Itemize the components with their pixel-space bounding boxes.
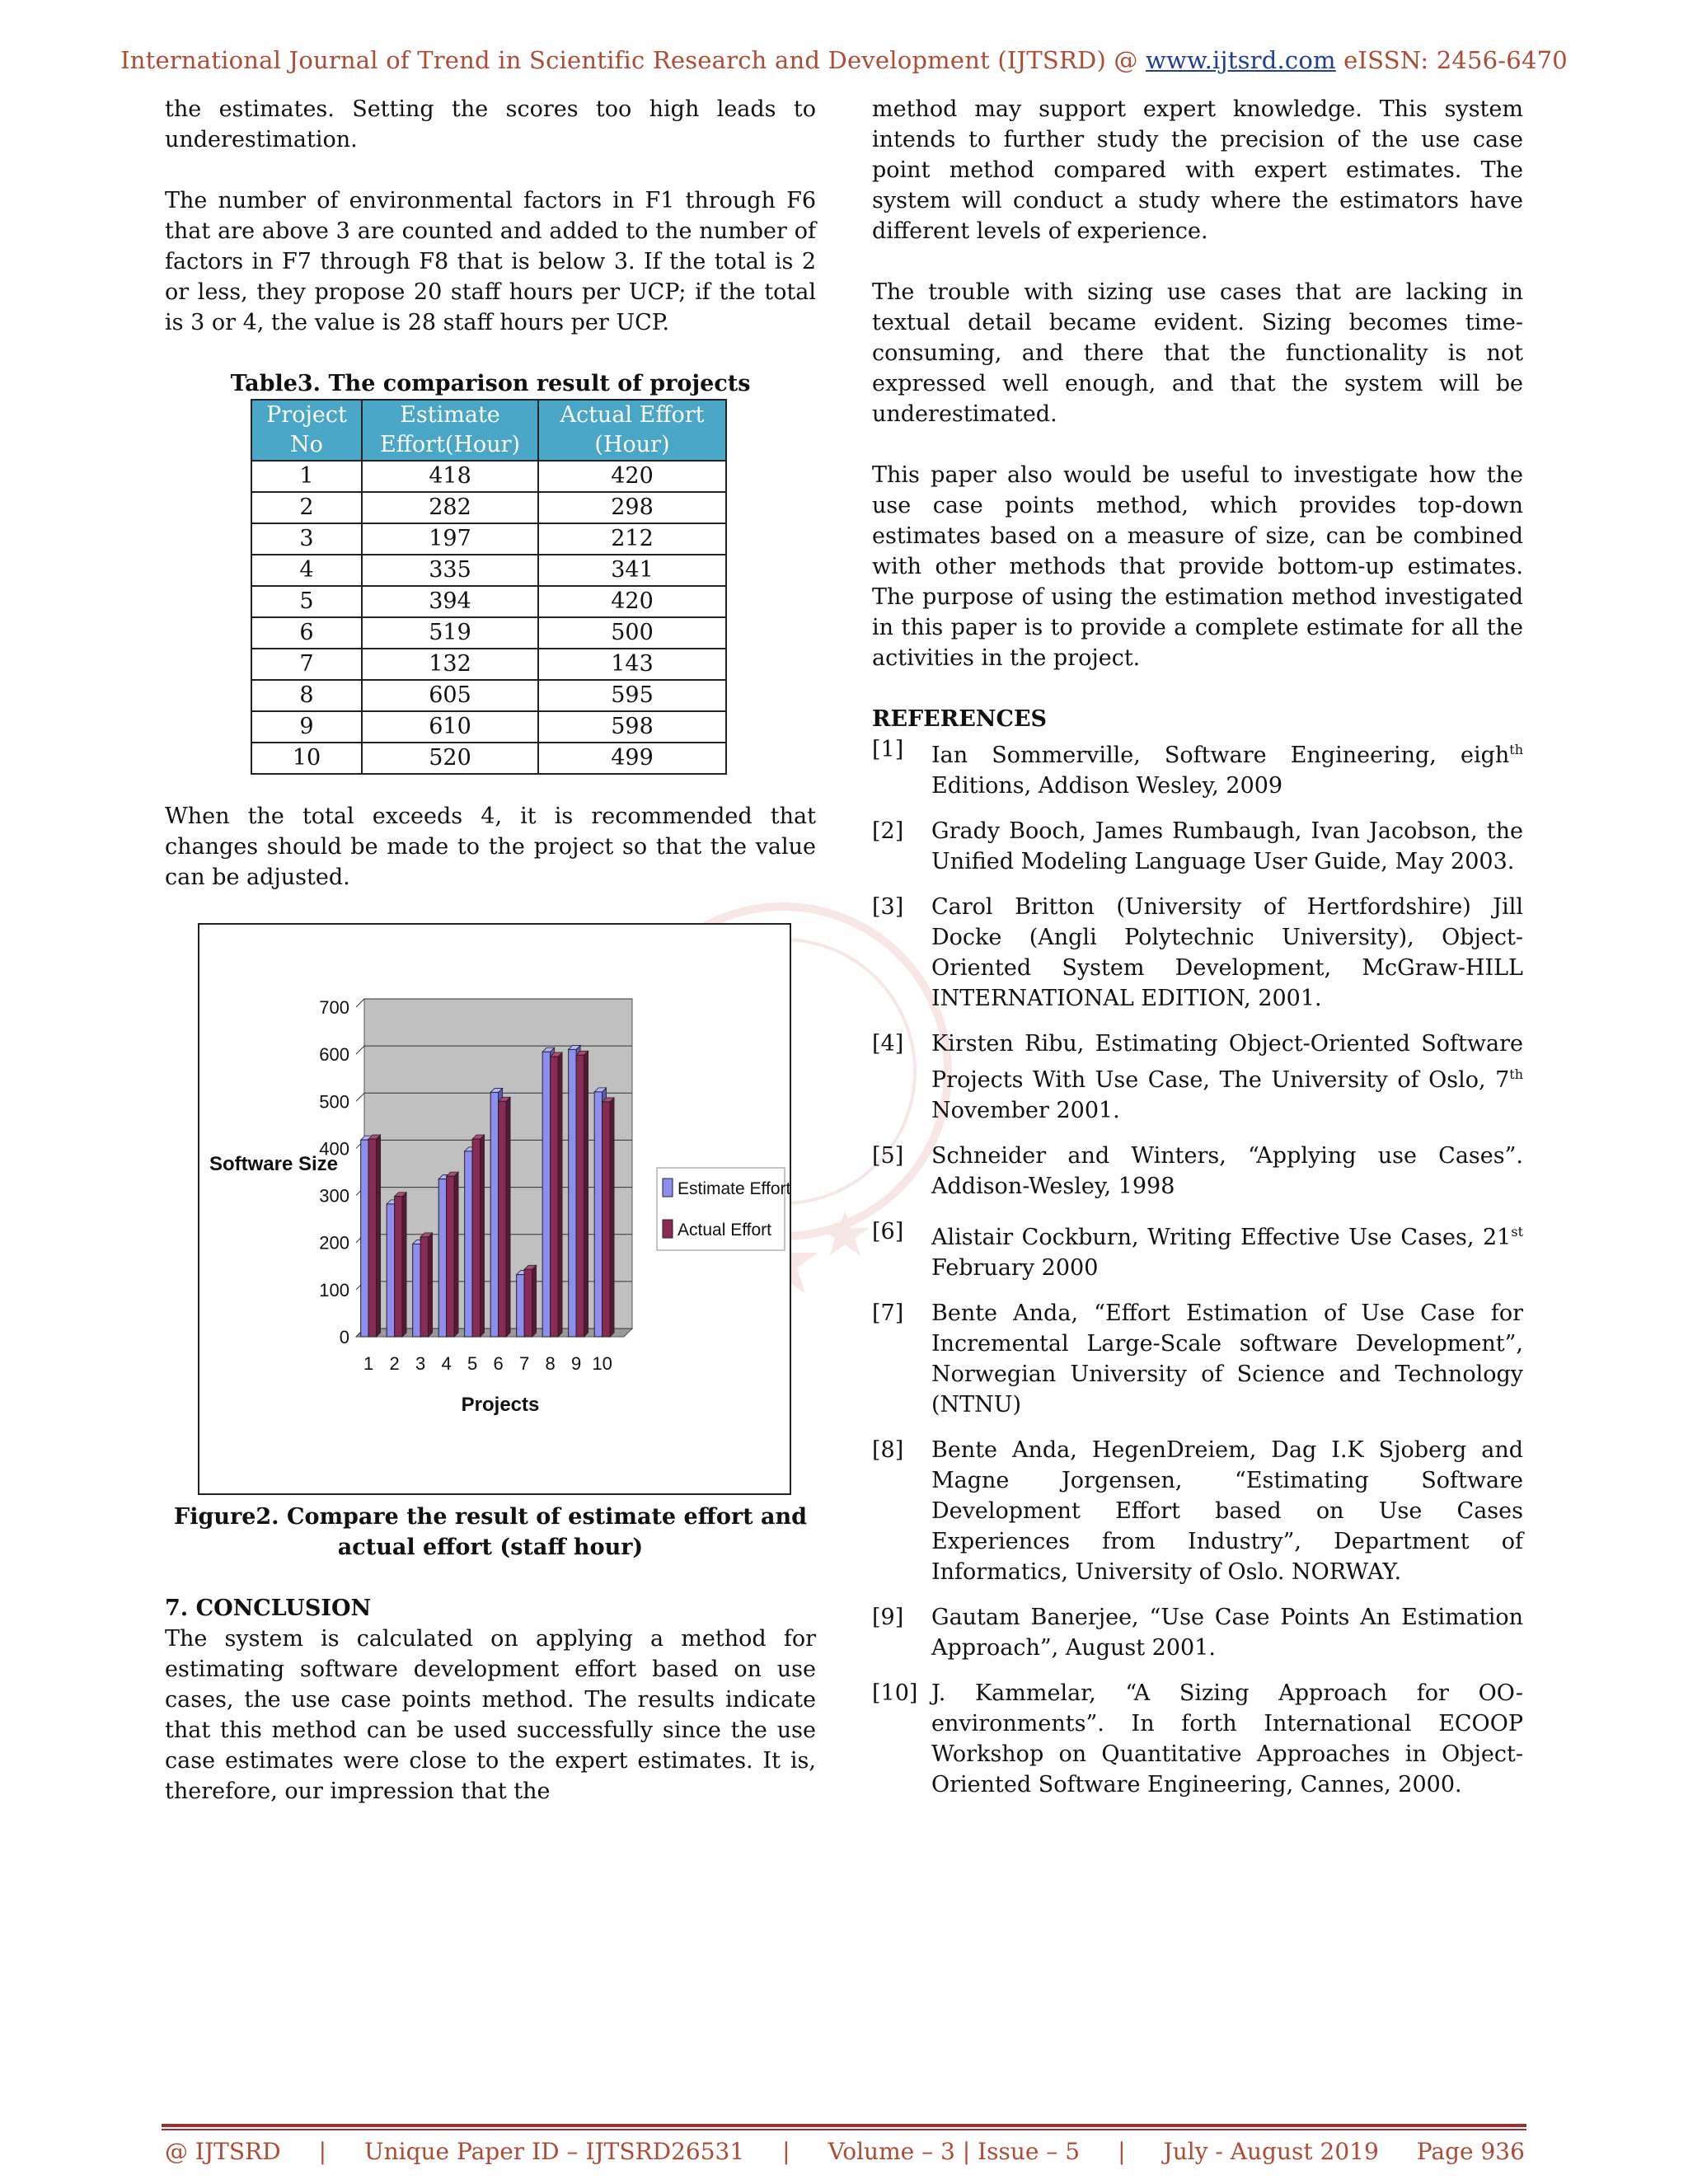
reference-item bbox=[872, 1029, 1523, 1126]
table-cell: 605 bbox=[362, 680, 538, 711]
table-cell: 7 bbox=[251, 649, 362, 680]
reference-text bbox=[931, 1602, 1523, 1663]
actual-effort-bar bbox=[551, 1057, 558, 1337]
estimate-effort-bar bbox=[517, 1275, 524, 1337]
comparison-table bbox=[251, 399, 727, 775]
table-cell: 519 bbox=[362, 617, 538, 649]
footer-separator: | bbox=[1118, 2138, 1126, 2165]
reference-text bbox=[931, 1141, 1523, 1202]
reference-superscript: st bbox=[1511, 1224, 1523, 1240]
reference-superscript: th bbox=[1509, 1066, 1523, 1082]
x-tick-label: 3 bbox=[415, 1353, 426, 1374]
right-column bbox=[872, 94, 1523, 1815]
estimate-effort-bar bbox=[361, 1140, 368, 1337]
table-cell: 212 bbox=[538, 523, 726, 555]
reference-text bbox=[931, 734, 1523, 801]
paragraph: method may support expert knowledge. This system intends to further study the precision of the use case point method compared with expert estimates. The system will conduct a study where the estimators have different levels of experience. bbox=[872, 96, 1523, 244]
bar-side bbox=[429, 1233, 433, 1337]
y-tick-label: 300 bbox=[319, 1185, 349, 1207]
reference-number: [4] bbox=[872, 1031, 904, 1057]
references-list bbox=[872, 734, 1523, 1800]
table-cell: 341 bbox=[538, 555, 726, 586]
x-tick-label: 8 bbox=[545, 1353, 556, 1374]
x-tick-label: 7 bbox=[518, 1353, 530, 1374]
running-header bbox=[0, 46, 1688, 74]
reference-text-tail: Editions, Addison Wesley, 2009 bbox=[931, 773, 1283, 799]
table-cell: 5 bbox=[251, 586, 362, 617]
table-cell: 499 bbox=[538, 743, 726, 774]
reference-number: [2] bbox=[872, 818, 904, 844]
page-footer bbox=[165, 2138, 1525, 2165]
reference-item bbox=[872, 1141, 1523, 1202]
table-cell: 132 bbox=[362, 649, 538, 680]
y-tick-label: 100 bbox=[319, 1279, 349, 1301]
reference-number: [8] bbox=[872, 1437, 904, 1463]
bar-side bbox=[402, 1193, 406, 1337]
paragraph: This paper also would be useful to investigate how the use case points method, which provides top-down estimates based on a measure of size, can be combined with other methods that provide bottom-up estimates. The purpose of using the estimation method investigated in this paper is to provide a complete estimate for all the activities in the project. bbox=[872, 462, 1523, 671]
paragraph: When the total exceeds 4, it is recommended that changes should be made to the project so that the value can be adjusted. bbox=[165, 804, 816, 890]
y-tick-label: 700 bbox=[319, 997, 349, 1018]
actual-effort-bar bbox=[395, 1197, 402, 1337]
legend-label: Actual Effort bbox=[678, 1221, 772, 1240]
table-row bbox=[251, 649, 726, 680]
table-cell: 4 bbox=[251, 555, 362, 586]
table-row bbox=[251, 586, 726, 617]
table-row bbox=[251, 461, 726, 492]
figure-caption: Figure2. Compare the result of estimate effort and actual effort (staff hour) bbox=[174, 1504, 807, 1560]
x-tick-label: 1 bbox=[363, 1353, 374, 1374]
reference-item bbox=[872, 892, 1523, 1014]
reference-text bbox=[931, 1435, 1523, 1587]
reference-text-main: Gautam Banerjee, “Use Case Points An Estimation Approach”, August 2001. bbox=[931, 1605, 1523, 1661]
footer-paper-id: Unique Paper ID – IJTSRD26531 bbox=[364, 2138, 745, 2165]
table-cell: 520 bbox=[362, 743, 538, 774]
x-tick-label: 10 bbox=[592, 1353, 612, 1374]
reference-text-main: Grady Booch, James Rumbaugh, Ivan Jacobson, the Unified Modeling Language User Guide, May 2003. bbox=[931, 818, 1523, 874]
reference-text-tail: February 2000 bbox=[931, 1255, 1099, 1281]
table-row bbox=[251, 743, 726, 774]
header-journal-name: International Journal of Trend in Scientific Research and Development (IJTSRD) @ bbox=[120, 46, 1146, 74]
gridline-depth bbox=[356, 1093, 364, 1101]
bar-chart bbox=[199, 925, 790, 1493]
x-tick-label: 2 bbox=[389, 1353, 400, 1374]
footer-volume: Volume – 3 | Issue – 5 bbox=[828, 2138, 1081, 2165]
table-cell: 282 bbox=[362, 492, 538, 523]
reference-text-main: Ian Sommerville, Software Engineering, eigh bbox=[931, 743, 1510, 768]
y-tick-label: 400 bbox=[319, 1138, 349, 1160]
reference-text bbox=[931, 1216, 1523, 1283]
actual-effort-bar bbox=[499, 1101, 506, 1337]
table-cell: 610 bbox=[362, 711, 538, 743]
reference-number: [3] bbox=[872, 894, 904, 920]
reference-text-main: Bente Anda, “Effort Estimation of Use Case for Incremental Large-Scale software Development”, Norwegian University of Science and Technology (NTNU) bbox=[931, 1301, 1523, 1418]
footer-rule bbox=[162, 2124, 1526, 2127]
table-cell: 2 bbox=[251, 492, 362, 523]
reference-number: [6] bbox=[872, 1219, 904, 1244]
table-body bbox=[251, 461, 726, 774]
journal-website-link[interactable]: www.ijtsrd.com bbox=[1146, 46, 1336, 74]
gridline-depth bbox=[356, 999, 364, 1007]
reference-number: [9] bbox=[872, 1605, 904, 1630]
bar-side bbox=[481, 1135, 485, 1337]
table-header-estimate: Estimate Effort(Hour) bbox=[362, 400, 538, 461]
reference-superscript: th bbox=[1509, 742, 1523, 757]
footer-separator: | bbox=[782, 2138, 790, 2165]
reference-number: [1] bbox=[872, 737, 904, 762]
table-cell: 1 bbox=[251, 461, 362, 492]
y-tick-label: 500 bbox=[319, 1091, 349, 1113]
reference-item bbox=[872, 1678, 1523, 1800]
table-row bbox=[251, 555, 726, 586]
actual-effort-bar bbox=[447, 1176, 454, 1337]
table-cell: 6 bbox=[251, 617, 362, 649]
estimate-effort-bar bbox=[569, 1049, 576, 1337]
bar-side bbox=[610, 1098, 614, 1337]
paragraph: The system is calculated on applying a method for estimating software development effort based on use cases, the use case points method. The results indicate that this method can be used successfully since the use case estimates were close to the expert estimates. It is, therefore, our impression that the bbox=[165, 1626, 816, 1804]
table-cell: 418 bbox=[362, 461, 538, 492]
table-cell: 595 bbox=[538, 680, 726, 711]
y-axis-title: Software Size bbox=[209, 1153, 339, 1175]
bar-side bbox=[532, 1265, 537, 1337]
paragraph: The trouble with sizing use cases that are lacking in textual detail became evident. Sizing becomes time-consuming, and there that the functionality is not expressed well enough, and that the system will be underestimated. bbox=[872, 279, 1523, 427]
reference-number: [5] bbox=[872, 1143, 904, 1169]
reference-text-main: J. Kammelar, “A Sizing Approach for OO-environments”. In forth International ECOOP Workshop on Quantitative Approaches in Object-Oriented Software Engineering, Cannes, 2000. bbox=[931, 1680, 1523, 1797]
table-header-actual: Actual Effort (Hour) bbox=[538, 400, 726, 461]
x-tick-label: 6 bbox=[493, 1353, 504, 1374]
estimate-effort-bar bbox=[438, 1179, 446, 1337]
footer-page-number: Page 936 bbox=[1416, 2138, 1525, 2165]
x-tick-label: 5 bbox=[467, 1353, 478, 1374]
reference-text bbox=[931, 1678, 1523, 1800]
table-cell: 143 bbox=[538, 649, 726, 680]
footer-journal: @ IJTSRD bbox=[165, 2138, 281, 2165]
header-issn: eISSN: 2456-6470 bbox=[1335, 46, 1568, 74]
table-cell: 420 bbox=[538, 586, 726, 617]
table-cell: 8 bbox=[251, 680, 362, 711]
reference-item bbox=[872, 816, 1523, 877]
section-title-conclusion: 7. CONCLUSION bbox=[165, 1596, 372, 1621]
reference-text-main: Schneider and Winters, “Applying use Cases”. Addison-Wesley, 1998 bbox=[931, 1143, 1523, 1199]
reference-text bbox=[931, 1029, 1523, 1126]
reference-text-tail: November 2001. bbox=[931, 1098, 1120, 1123]
legend-swatch bbox=[663, 1220, 673, 1238]
actual-effort-bar bbox=[420, 1237, 428, 1337]
legend-swatch bbox=[663, 1179, 673, 1197]
actual-effort-bar bbox=[524, 1269, 532, 1337]
table-caption: Table3. The comparison result of projects bbox=[230, 371, 751, 396]
reference-text bbox=[931, 1298, 1523, 1420]
bar-side bbox=[558, 1052, 562, 1337]
footer-separator: | bbox=[318, 2138, 327, 2165]
y-tick-label: 0 bbox=[339, 1327, 349, 1347]
bar-side bbox=[377, 1135, 381, 1337]
estimate-effort-bar bbox=[387, 1204, 394, 1337]
estimate-effort-bar bbox=[594, 1092, 602, 1337]
table-cell: 335 bbox=[362, 555, 538, 586]
x-tick-label: 4 bbox=[441, 1353, 452, 1374]
bar-side bbox=[584, 1051, 588, 1337]
table-row bbox=[251, 523, 726, 555]
table-header-project-no: Project No bbox=[251, 400, 362, 461]
reference-text-main: Bente Anda, HegenDreiem, Dag I.K Sjoberg and Magne Jorgensen, “Estimating Software Development Effort based on Use Cases Experiences from Industry”, Department of Informatics, University of Oslo. NORWAY. bbox=[931, 1437, 1523, 1585]
footer-rule bbox=[162, 2129, 1526, 2130]
estimate-effort-bar bbox=[413, 1244, 420, 1337]
table-cell: 197 bbox=[362, 523, 538, 555]
reference-text-main: Kirsten Ribu, Estimating Object-Oriented Software Projects With Use Case, The University of Oslo, 7 bbox=[931, 1031, 1523, 1093]
estimate-effort-bar bbox=[465, 1151, 472, 1337]
reference-text-main: Alistair Cockburn, Writing Effective Use Cases, 21 bbox=[931, 1225, 1512, 1250]
reference-number: [10] bbox=[872, 1680, 918, 1706]
paragraph: the estimates. Setting the scores too high leads to underestimation. bbox=[165, 96, 816, 152]
references-title: REFERENCES bbox=[872, 706, 1048, 732]
bar-chart-figure bbox=[198, 923, 791, 1495]
actual-effort-bar bbox=[576, 1055, 584, 1337]
table-row bbox=[251, 617, 726, 649]
table-row bbox=[251, 711, 726, 743]
reference-item bbox=[872, 1602, 1523, 1663]
gridline-depth bbox=[356, 1046, 364, 1054]
table-cell: 10 bbox=[251, 743, 362, 774]
table-cell: 598 bbox=[538, 711, 726, 743]
y-tick-label: 200 bbox=[319, 1232, 349, 1254]
reference-number: [7] bbox=[872, 1301, 904, 1326]
estimate-effort-bar bbox=[542, 1052, 550, 1337]
paragraph: The number of environmental factors in F1 through F6 that are above 3 are counted and added to the number of factors in F7 through F8 that is below 3. If the total is 2 or less, they propose 20 staff hours per UCP; if the total is 3 or 4, the value is 28 staff hours per UCP. bbox=[165, 188, 816, 335]
reference-text bbox=[931, 816, 1523, 877]
table-cell: 394 bbox=[362, 586, 538, 617]
actual-effort-bar bbox=[603, 1102, 610, 1337]
legend-label: Estimate Effort bbox=[678, 1179, 790, 1198]
reference-text bbox=[931, 892, 1523, 1014]
table-row bbox=[251, 680, 726, 711]
table-cell: 500 bbox=[538, 617, 726, 649]
reference-item bbox=[872, 1435, 1523, 1587]
table-cell: 420 bbox=[538, 461, 726, 492]
x-axis-title: Projects bbox=[461, 1394, 540, 1416]
table-cell: 298 bbox=[538, 492, 726, 523]
estimate-effort-bar bbox=[490, 1092, 498, 1337]
reference-item bbox=[872, 1298, 1523, 1420]
bar-side bbox=[454, 1172, 458, 1337]
table-row bbox=[251, 492, 726, 523]
table-cell: 3 bbox=[251, 523, 362, 555]
table-cell: 9 bbox=[251, 711, 362, 743]
bar-side bbox=[506, 1097, 510, 1337]
actual-effort-bar bbox=[368, 1139, 376, 1337]
reference-item bbox=[872, 1216, 1523, 1283]
actual-effort-bar bbox=[472, 1139, 480, 1337]
x-tick-label: 9 bbox=[570, 1353, 582, 1374]
reference-text-main: Carol Britton (University of Hertfordshire) Jill Docke (Angli Polytechnic University), Object-Oriented System Development, McGraw-HILL INTERNATIONAL EDITION, 2001. bbox=[931, 894, 1523, 1011]
left-column bbox=[165, 94, 816, 1837]
reference-item bbox=[872, 734, 1523, 801]
footer-date: July - August 2019 bbox=[1163, 2138, 1379, 2165]
y-tick-label: 600 bbox=[319, 1044, 349, 1066]
